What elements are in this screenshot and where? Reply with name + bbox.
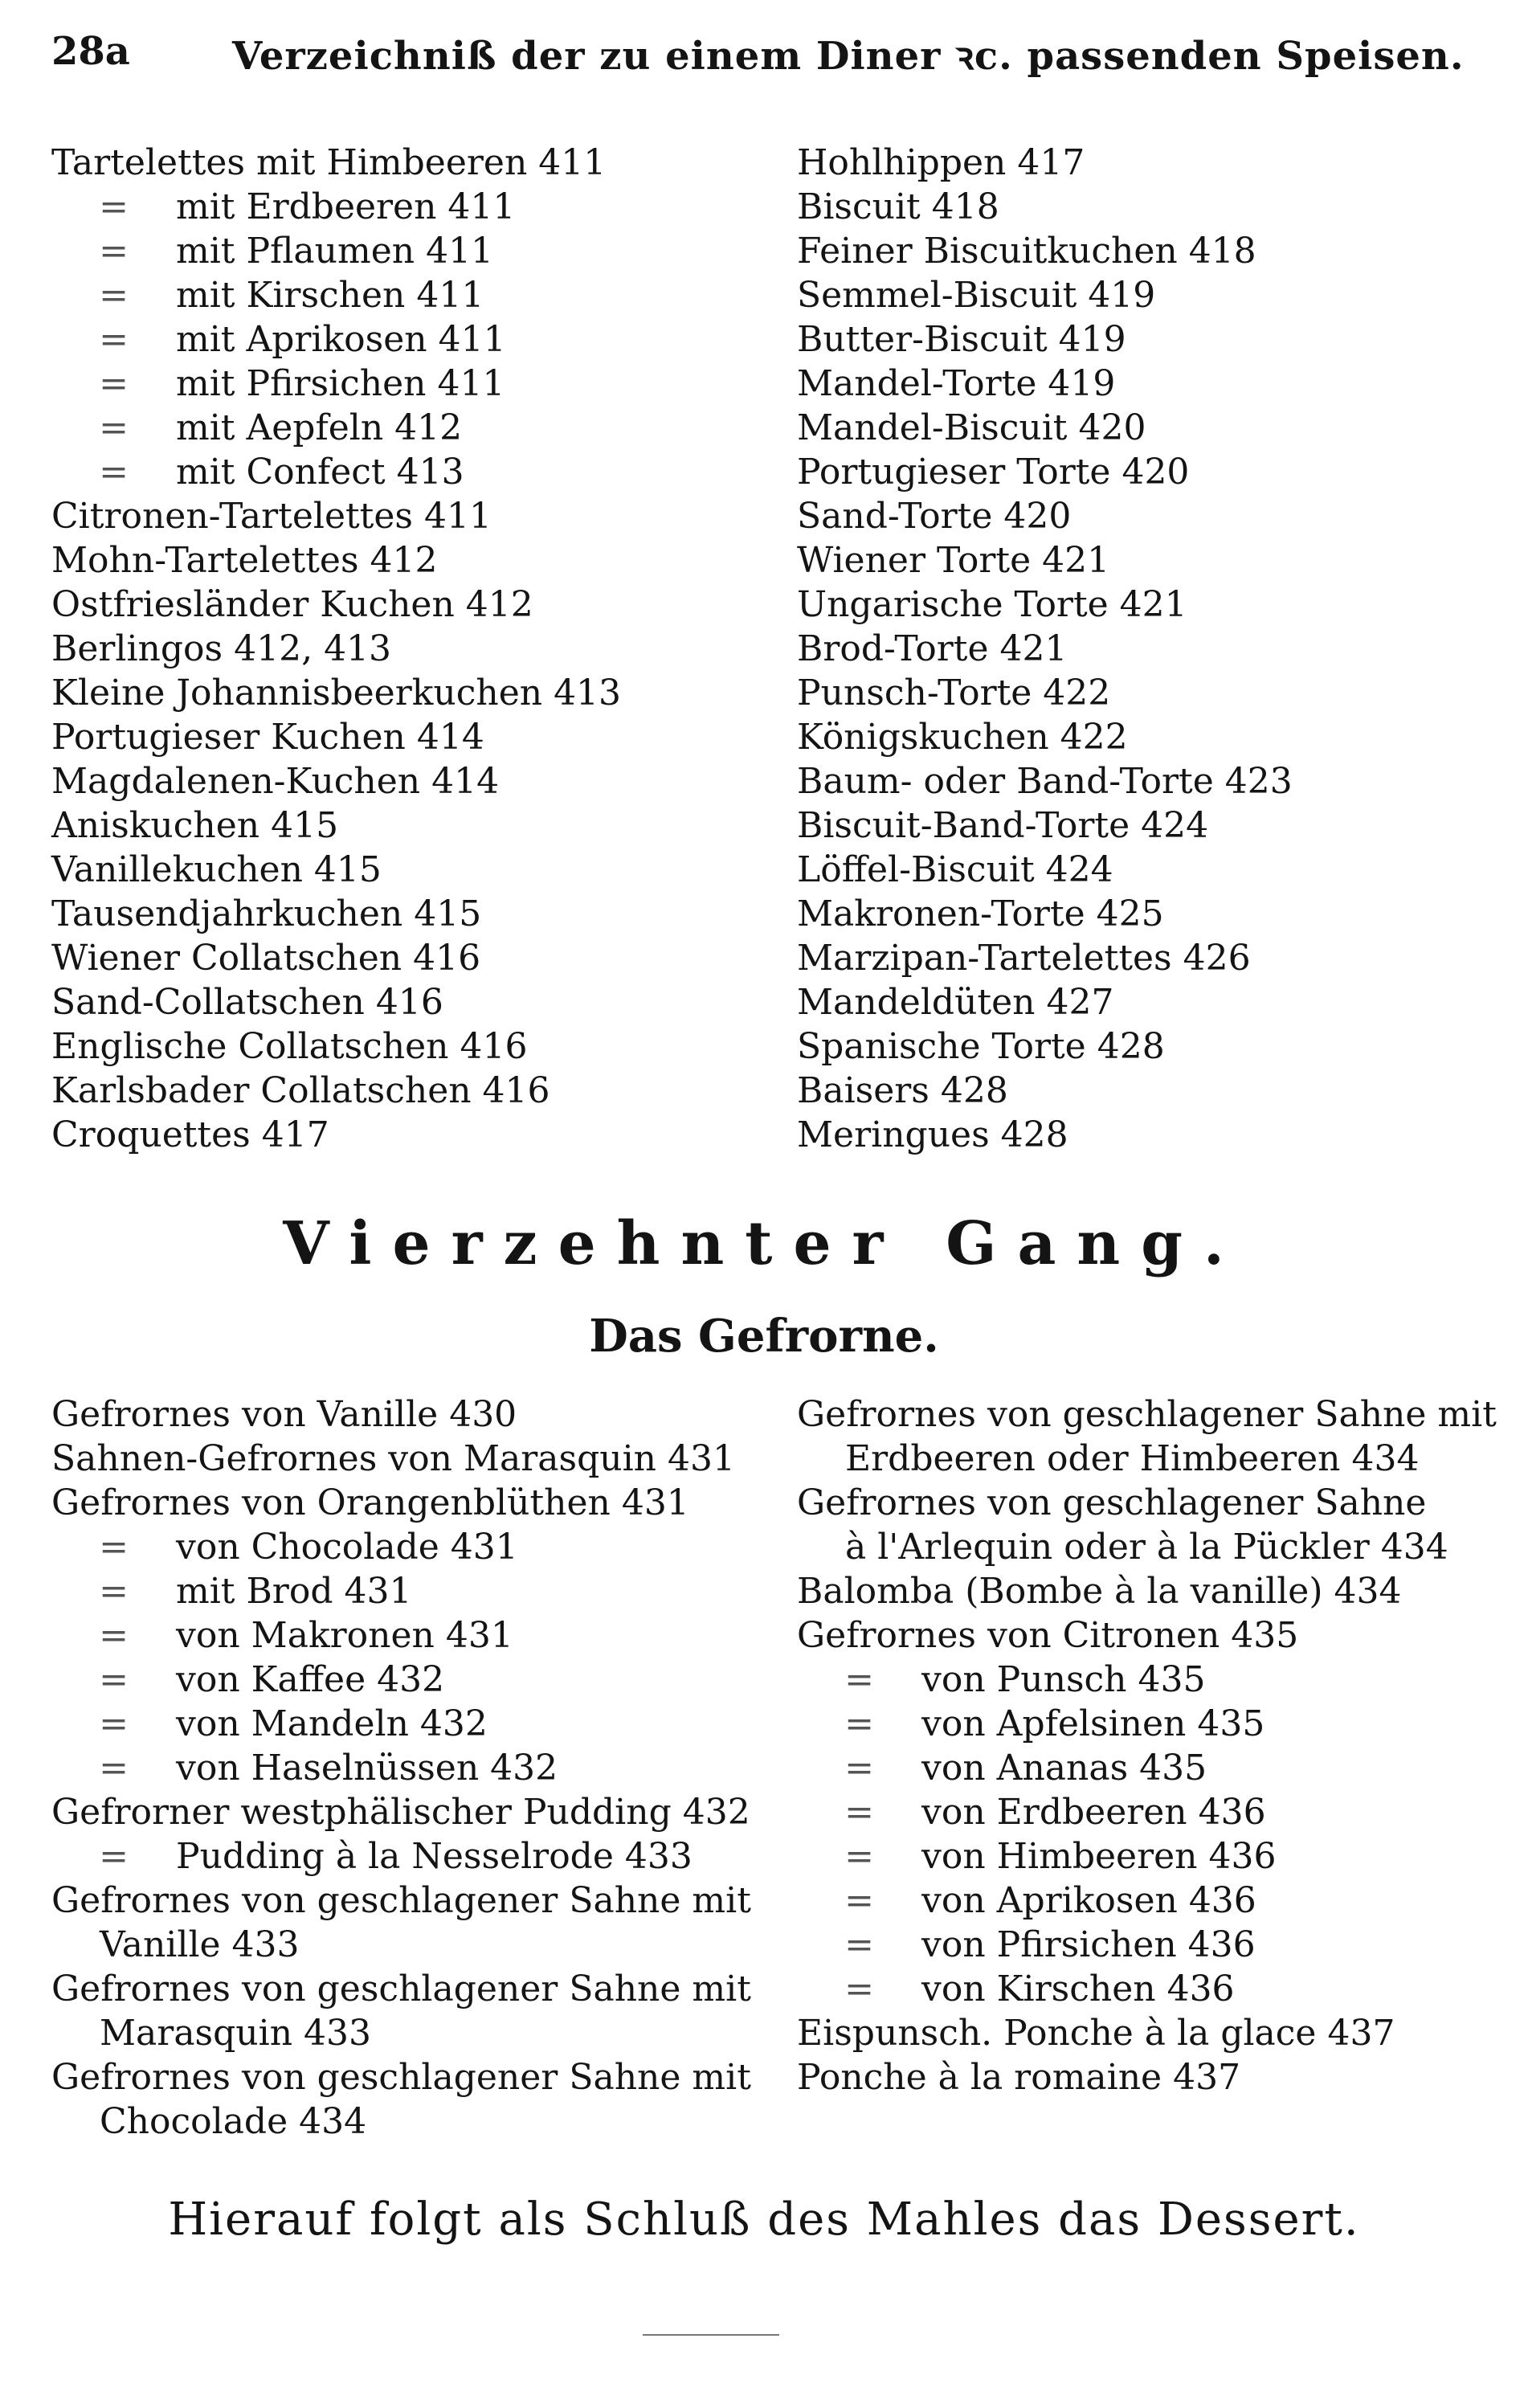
index-entry [51,671,758,715]
entry-text: Wiener Collatschen 416 [51,938,481,979]
entry-text: Butter-Biscuit 419 [797,319,1126,360]
index-entry [797,1525,1504,1569]
entry-text: mit Aprikosen 411 [176,319,506,360]
entry-text: Baisers 428 [797,1070,1008,1111]
index-entry [797,362,1504,406]
entry-text: Baum- oder Band-Torte 423 [797,761,1293,802]
index-entry [797,141,1504,185]
index-entry [51,1437,758,1481]
entry-text: von Pfirsichen 436 [921,1924,1256,1965]
index-entry [797,936,1504,980]
ditto-mark: = [99,1836,129,1877]
entry-text: Croquettes 417 [51,1114,329,1155]
entry-text: von Kaffee 432 [176,1659,445,1700]
index-entry [51,1834,758,1879]
index-entry [51,583,758,627]
index-entry [51,1790,758,1834]
index-entry [797,1569,1504,1613]
entry-text: Portugieser Kuchen 414 [51,717,484,758]
index-entry [51,2011,758,2055]
index-entry [51,759,758,803]
page-number: 28a [51,29,130,74]
entry-text: Karlsbader Collatschen 416 [51,1070,550,1111]
course-title: Vierzehnter Gang. [283,1209,1245,1278]
end-rule [643,2334,779,2336]
entry-text: Brod-Torte 421 [797,628,1068,669]
entry-text: Gefrornes von Citronen 435 [797,1615,1299,1656]
entry-text: Sand-Collatschen 416 [51,982,443,1023]
entry-text: Ungarische Torte 421 [797,584,1187,625]
index-entry [797,1790,1504,1834]
index-entry [797,1879,1504,1923]
ditto-mark: = [99,275,129,316]
index-entry [797,759,1504,803]
ditto-mark: = [99,231,129,272]
ditto-mark: = [844,1792,874,1833]
index-entry [797,2055,1504,2099]
index-entry [797,1746,1504,1790]
entry-text: Berlingos 412, 413 [51,628,392,669]
index-entry [51,229,758,273]
index-entry [797,1113,1504,1157]
entry-text: Eispunsch. Ponche à la glace 437 [797,2013,1395,2054]
ditto-mark: = [99,1703,129,1744]
index-entry [797,1069,1504,1113]
index-entry [51,1746,758,1790]
entry-text: von Erdbeeren 436 [921,1792,1266,1833]
entry-text: Mandeldüten 427 [797,982,1114,1023]
index-entry [51,1879,758,1923]
entry-text: Gefrornes von geschlagener Sahne mit [51,1969,751,2009]
index-entry [51,494,758,538]
entry-text: mit Erdbeeren 411 [176,186,516,227]
index-entry [51,1967,758,2011]
entry-text: Gefrorner westphälischer Pudding 432 [51,1792,750,1833]
entry-text: von Aprikosen 436 [921,1880,1256,1921]
index-entry [797,1658,1504,1702]
entry-text: Sahnen-Gefrornes von Marasquin 431 [51,1438,735,1479]
index-entry [51,538,758,583]
entry-text: Marzipan-Tartelettes 426 [797,938,1251,979]
section1-left-column [51,141,758,1157]
entry-text: Gefrornes von geschlagener Sahne mit [797,1394,1497,1435]
entry-text: Pudding à la Nesselrode 433 [176,1836,693,1877]
index-entry [797,1437,1504,1481]
entry-text: von Apfelsinen 435 [921,1703,1265,1744]
entry-text: mit Kirschen 411 [176,275,484,316]
page-header [51,29,1465,85]
entry-text: Portugieser Torte 420 [797,452,1190,493]
course-subtitle: Das Gefrorne. [589,1310,939,1363]
index-entry [797,1923,1504,1967]
entry-text: Löffel-Biscuit 424 [797,849,1113,890]
entry-text: Königskuchen 422 [797,717,1128,758]
entry-text: Gefrornes von geschlagener Sahne [797,1482,1427,1523]
section2-left-column [51,1392,758,2144]
index-entry [797,627,1504,671]
ditto-mark: = [99,1527,129,1568]
entry-text: Mandel-Biscuit 420 [797,407,1146,448]
index-entry [51,1024,758,1069]
index-entry [51,1569,758,1613]
ditto-mark: = [99,407,129,448]
index-entry [51,317,758,362]
entry-text: Marasquin 433 [100,2013,372,2054]
ditto-mark: = [844,1880,874,1921]
entry-text: mit Pflaumen 411 [176,231,494,272]
index-entry [797,538,1504,583]
entry-text: mit Aepfeln 412 [176,407,463,448]
ditto-mark: = [844,1924,874,1965]
section1-right-column [797,141,1504,1157]
index-entry [797,450,1504,494]
entry-text: Gefrornes von Vanille 430 [51,1394,517,1435]
index-entry [51,1392,758,1437]
entry-text: Semmel-Biscuit 419 [797,275,1156,316]
index-entry [797,229,1504,273]
entry-text: Meringues 428 [797,1114,1068,1155]
entry-text: Makronen-Torte 425 [797,893,1164,934]
entry-text: Biscuit 418 [797,186,999,227]
ditto-mark: = [99,363,129,404]
index-entry [51,141,758,185]
running-title: Verzeichniß der zu einem Diner ꝛc. passenden Speisen. [232,34,1465,79]
ditto-mark: = [844,1703,874,1744]
index-entry [797,848,1504,892]
ditto-mark: = [844,1969,874,2009]
index-entry [51,936,758,980]
index-entry [51,1113,758,1157]
entry-text: von Haselnüssen 432 [176,1748,558,1789]
index-entry [797,715,1504,759]
index-entry [51,450,758,494]
ditto-mark: = [99,452,129,493]
entry-text: Ponche à la romaine 437 [797,2057,1241,2098]
index-entry [797,803,1504,848]
index-entry [51,1525,758,1569]
entry-text: mit Confect 413 [176,452,464,493]
entry-text: Chocolade 434 [100,2101,367,2142]
index-entry [51,1702,758,1746]
index-entry [797,892,1504,936]
index-entry [51,406,758,450]
index-entry [51,2055,758,2099]
ditto-mark: = [844,1748,874,1789]
ditto-mark: = [99,1615,129,1656]
ditto-mark: = [99,1571,129,1612]
index-entry [51,803,758,848]
index-entry [51,185,758,229]
index-entry [797,1834,1504,1879]
entry-text: Gefrornes von geschlagener Sahne mit [51,2057,751,2098]
entry-text: Tausendjahrkuchen 415 [51,893,482,934]
entry-text: Gefrornes von geschlagener Sahne mit [51,1880,751,1921]
index-entry [51,1658,758,1702]
index-entry [797,1024,1504,1069]
index-entry [797,1392,1504,1437]
entry-text: Biscuit-Band-Torte 424 [797,805,1209,846]
ditto-mark: = [99,186,129,227]
section2-right-column [797,1392,1504,2099]
entry-text: Tartelettes mit Himbeeren 411 [51,142,607,183]
entry-text: Erdbeeren oder Himbeeren 434 [845,1438,1420,1479]
entry-text: Hohlhippen 417 [797,142,1085,183]
index-entry [51,1481,758,1525]
index-entry [797,1967,1504,2011]
index-entry [797,406,1504,450]
entry-text: Magdalenen-Kuchen 414 [51,761,500,802]
index-entry [51,848,758,892]
entry-text: Wiener Torte 421 [797,540,1110,581]
entry-text: von Himbeeren 436 [921,1836,1277,1877]
index-entry [797,273,1504,317]
entry-text: Kleine Johannisbeerkuchen 413 [51,673,622,713]
entry-text: mit Brod 431 [176,1571,412,1612]
entry-text: Vanillekuchen 415 [51,849,382,890]
index-entry [51,715,758,759]
entry-text: à l'Arlequin oder à la Pückler 434 [845,1527,1448,1568]
index-entry [797,1481,1504,1525]
index-entry [797,185,1504,229]
ditto-mark: = [844,1659,874,1700]
entry-text: von Makronen 431 [176,1615,513,1656]
entry-text: Citronen-Tartelettes 411 [51,496,492,537]
entry-text: von Mandeln 432 [176,1703,488,1744]
index-entry [797,317,1504,362]
index-entry [797,494,1504,538]
ditto-mark: = [99,1659,129,1700]
index-entry [51,2099,758,2144]
index-entry [797,980,1504,1024]
entry-text: mit Pfirsichen 411 [176,363,505,404]
entry-text: von Chocolade 431 [176,1527,518,1568]
entry-text: Balomba (Bombe à la vanille) 434 [797,1571,1402,1612]
entry-text: von Ananas 435 [921,1748,1207,1789]
entry-text: Ostfriesländer Kuchen 412 [51,584,533,625]
index-entry [797,1702,1504,1746]
ditto-mark: = [99,1748,129,1789]
index-entry [51,273,758,317]
index-entry [51,627,758,671]
closing-line: Hierauf folgt als Schluß des Mahles das Dessert. [168,2193,1360,2246]
entry-text: Englische Collatschen 416 [51,1026,528,1067]
entry-text: Feiner Biscuitkuchen 418 [797,231,1256,272]
entry-text: Punsch-Torte 422 [797,673,1111,713]
index-entry [797,583,1504,627]
entry-text: Sand-Torte 420 [797,496,1072,537]
entry-text: von Punsch 435 [921,1659,1206,1700]
index-entry [51,1613,758,1658]
index-entry [797,2011,1504,2055]
ditto-mark: = [99,319,129,360]
entry-text: Vanille 433 [100,1924,300,1965]
entry-text: Spanische Torte 428 [797,1026,1165,1067]
index-entry [51,1069,758,1113]
entry-text: Gefrornes von Orangenblüthen 431 [51,1482,689,1523]
index-entry [51,362,758,406]
index-entry [51,980,758,1024]
entry-text: von Kirschen 436 [921,1969,1235,2009]
index-entry [797,671,1504,715]
entry-text: Mohn-Tartelettes 412 [51,540,438,581]
index-entry [51,892,758,936]
entry-text: Mandel-Torte 419 [797,363,1116,404]
ditto-mark: = [844,1836,874,1877]
index-entry [51,1923,758,1967]
index-entry [797,1613,1504,1658]
entry-text: Aniskuchen 415 [51,805,339,846]
